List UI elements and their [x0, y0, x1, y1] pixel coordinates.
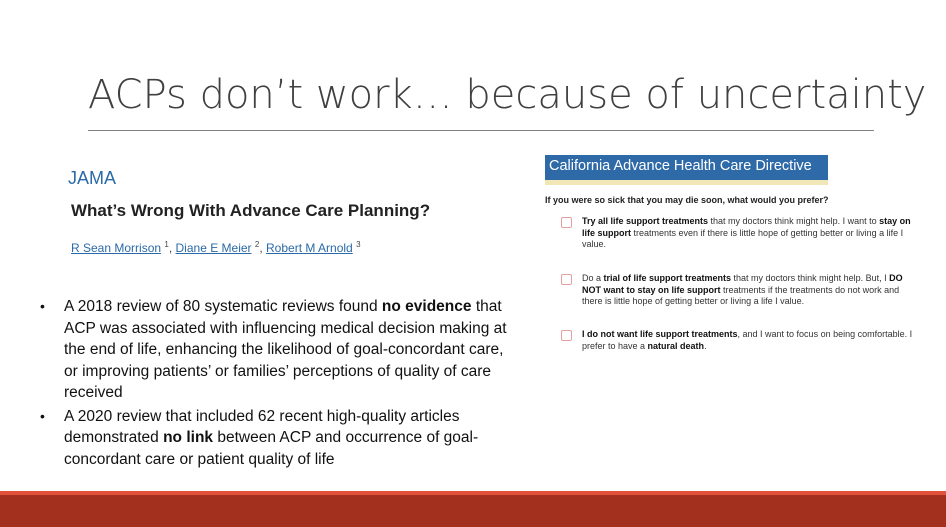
author-affiliation: 1	[164, 240, 169, 249]
author-list	[71, 240, 361, 255]
author-link[interactable]: R Sean Morrison	[71, 241, 162, 255]
bullet-item	[40, 406, 510, 471]
option-emphasis: Try all life support treatments	[582, 216, 709, 226]
slide-title: ACPs don’t work… because of uncertainty	[88, 72, 927, 118]
form-question: If you were so sick that you may die soon, what would you prefer?	[545, 195, 829, 205]
author-link[interactable]: Diane E Meier	[175, 241, 252, 255]
option-text	[582, 273, 921, 308]
bullet-item	[40, 296, 510, 404]
option-emphasis: trial of life support treatments	[603, 273, 732, 283]
bullet-list	[40, 296, 510, 472]
bullet-text: that ACP was associated with influencing medical decision making at the end of life, enhancing the likelihood of goal-concordant care, or improving patients’ or families’ perceptions of quality of care received	[64, 298, 507, 401]
option-plain: that my doctors think might help. But, I	[731, 273, 890, 283]
form-option	[561, 273, 921, 308]
option-checkbox[interactable]	[561, 217, 572, 228]
bullet-emphasis: no link	[163, 429, 214, 446]
bullet-text: A 2018 review of 80 systematic reviews found	[64, 298, 382, 315]
option-checkbox[interactable]	[561, 330, 572, 341]
footer-bar	[0, 495, 946, 527]
option-emphasis: natural death	[647, 340, 705, 351]
author-separator: ,	[168, 241, 176, 255]
bullet-marker: •	[40, 407, 45, 424]
option-plain: treatments if the treatments do not work and there is little hope of getting better or living a life I value.	[582, 284, 900, 306]
author-affiliation: 3	[356, 240, 361, 249]
option-emphasis: stay on life support	[582, 216, 911, 238]
author-link[interactable]: Robert M Arnold	[266, 241, 353, 255]
option-text	[582, 329, 921, 352]
bullet-emphasis: no evidence	[381, 298, 472, 315]
bullet-marker: •	[40, 298, 45, 314]
title-divider	[88, 130, 874, 131]
form-option	[561, 216, 921, 251]
option-checkbox[interactable]	[561, 274, 572, 285]
form-header: California Advance Health Care Directive	[545, 155, 828, 185]
option-plain: Do a	[582, 273, 604, 283]
option-emphasis: I do not want life support treatments	[582, 329, 738, 339]
option-plain: that my doctors think might help. I want to	[708, 216, 880, 226]
option-text	[582, 216, 921, 251]
bullet-text: between ACP and occurrence of goal-concordant care or patient quality of life	[64, 429, 479, 468]
article-title: What’s Wrong With Advance Care Planning?	[71, 201, 431, 220]
option-emphasis: DO NOT want to stay on life support	[582, 273, 903, 295]
author-separator: ,	[259, 241, 267, 255]
option-plain: , and I want to focus on being comfortable. I prefer to have a	[582, 329, 913, 351]
author-affiliation: 2	[254, 240, 260, 249]
bullet-text: A 2020 review that included 62 recent high-quality articles demonstrated	[64, 407, 460, 446]
journal-name: JAMA	[68, 168, 117, 188]
form-option	[561, 329, 921, 352]
option-plain: treatments even if there is little hope of getting better or living a life I value.	[582, 227, 904, 249]
option-plain: .	[704, 340, 707, 351]
